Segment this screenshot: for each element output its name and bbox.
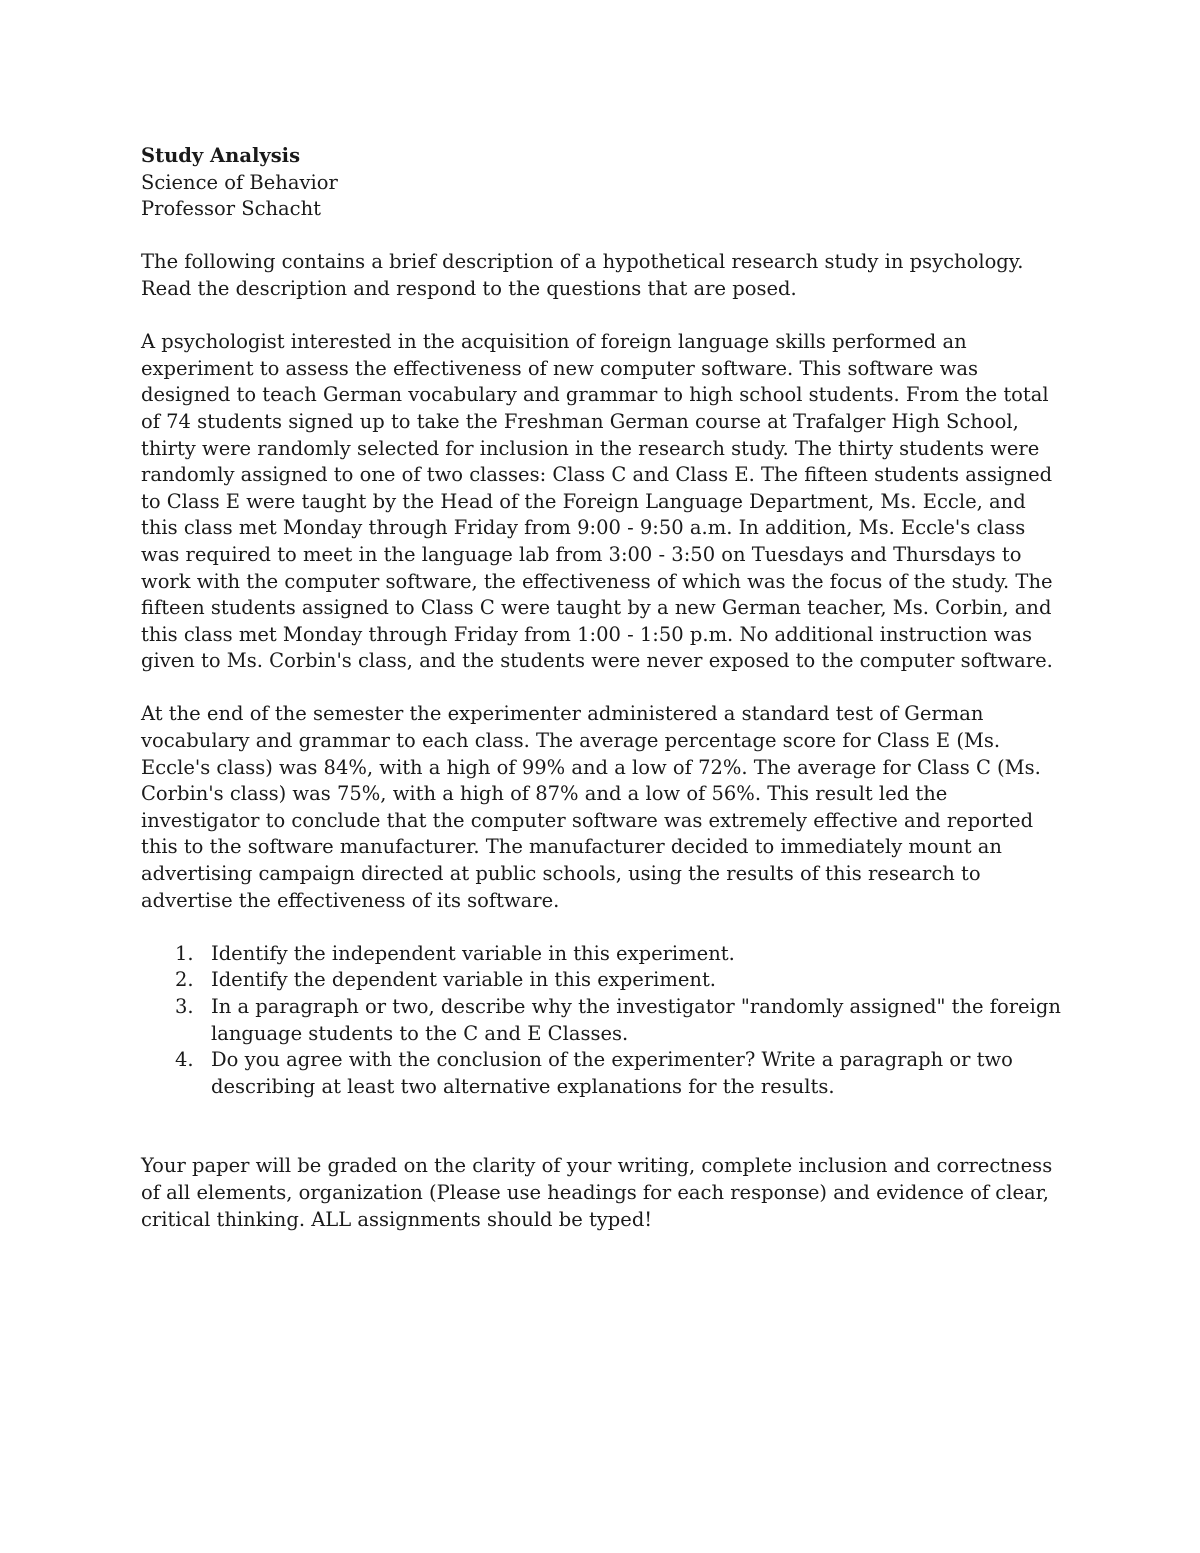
question-text: Identify the independent variable in this experiment.	[211, 941, 735, 965]
course-name: Science of Behavior	[141, 170, 338, 194]
question-item	[141, 994, 1066, 1047]
instructor-name: Professor Schacht	[141, 197, 321, 221]
question-item	[141, 941, 1066, 968]
study-results-paragraph: At the end of the semester the experimenter administered a standard test of German vocabulary and grammar to each class. The average percentage score for Class E (Ms. Eccle's class) was 84%, with a high of 99% and a low of 72%. The average for Class C (Ms. Corbin's class) was 75%, with a high of 87% and a low of 56%. This result led the investigator to conclude that the computer software was extremely effective and reported this to the software manufacturer. The manufacturer decided to immediately mount an advertising campaign directed at public schools, using the results of this research to advertise the effectiveness of its software.	[141, 702, 1041, 912]
question-text: Do you agree with the conclusion of the experimenter? Write a paragraph or two describing at least two alternative explanations for the results.	[211, 1048, 1013, 1098]
question-number: 4.	[175, 1048, 194, 1072]
document-page	[141, 143, 1066, 1233]
question-text: In a paragraph or two, describe why the investigator "randomly assigned" the foreign language students to the C and E Classes.	[211, 995, 1061, 1045]
question-number: 3.	[175, 995, 194, 1018]
question-item	[141, 1047, 1066, 1100]
question-number: 1.	[175, 941, 194, 965]
question-item	[141, 967, 1066, 994]
question-list	[141, 941, 1066, 1101]
study-description-paragraph: A psychologist interested in the acquisition of foreign language skills performed an experiment to assess the effectiveness of new computer software. This software was designed to teach German vocabulary and grammar to high school students. From the total of 74 students signed up to take the Freshman German course at Trafalger High School, thirty were randomly selected for inclusion in the research study. The thirty students were randomly assigned to one of two classes: Class C and Class E. The fifteen students assigned to Class E were taught by the Head of the Foreign Language Department, Ms. Eccle, and this class met Monday through Friday from 9:00 - 9:50 a.m. In addition, Ms. Eccle's class was required to meet in the language lab from 3:00 - 3:50 on Tuesdays and Thursdays to work with the computer software, the effectiveness of which was the focus of the study. The fifteen students assigned to Class C were taught by a new German teacher, Ms. Corbin, and this class met Monday through Friday from 1:00 - 1:50 p.m. No additional instruction was given to Ms. Corbin's class, and the students were never exposed to the computer software.	[141, 330, 1053, 673]
intro-paragraph: The following contains a brief description of a hypothetical research study in psychology. Read the description and respond to the questions that are posed.	[141, 250, 1024, 300]
question-text: Identify the dependent variable in this experiment.	[211, 968, 717, 992]
grading-note-paragraph: Your paper will be graded on the clarity of your writing, complete inclusion and correctness of all elements, organization (Please use headings for each response) and evidence of clear, critical thinking. ALL assignments should be typed!	[141, 1154, 1053, 1231]
question-number: 2.	[175, 968, 194, 992]
document-title: Study Analysis	[141, 144, 301, 167]
